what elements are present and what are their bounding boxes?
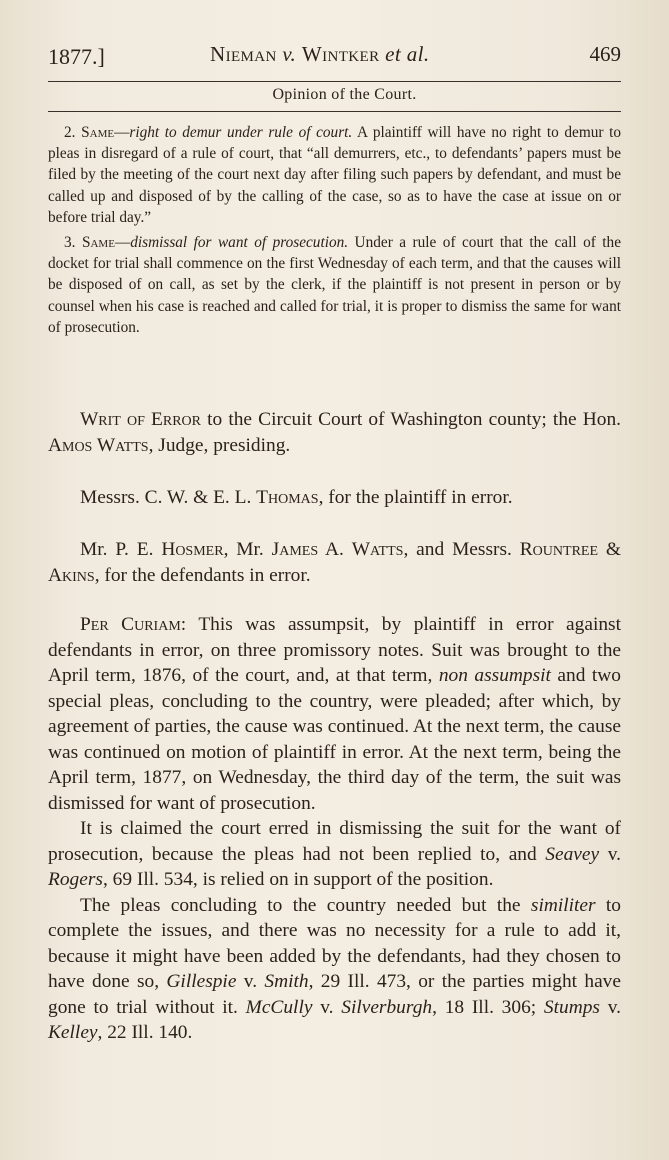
counsel-name: Thomas — [256, 487, 319, 508]
syllabus-dash: — — [114, 124, 130, 141]
opinion-paragraph-2 — [48, 816, 621, 893]
counsel-defendants — [48, 537, 621, 588]
opinion-paragraph-1 — [48, 612, 621, 816]
counsel-name: James — [271, 539, 319, 560]
opinion-text: , 29 Ill. 473, or the parties might have gone to trial without it. — [48, 971, 621, 1018]
opinion-text: to complete the issues, and there was no necessity for a rule to add it, because it might have been added by the defendants, had they chosen to have done so, — [48, 894, 622, 992]
opinion-text: It is claimed the court erred in dismissing the suit for the want of prosecution, because the pleas had not been replied to, and — [48, 818, 621, 865]
writ-paragraph — [48, 407, 621, 458]
party-defendant: Wintker — [301, 42, 380, 66]
header-rule-top — [48, 81, 621, 82]
counsel-defendants-paragraph — [48, 537, 621, 588]
counsel-name: Hosmer — [161, 539, 224, 560]
syllabus-text: Under a rule of court that the call of the docket for trial shall commence on the first Wednesday of each term, and that the causes will be disposed of on call, as set by the clerk, if the plaintiff is not present in person or by counsel when his case is reached and called for trial, it is proper to dismiss the same for want of prosecution. — [48, 234, 621, 336]
writ-text: to the Circuit Court of Washington county; the Hon. — [200, 409, 621, 430]
syllabus-point-2 — [48, 122, 621, 228]
opinion-italic: similiter — [530, 894, 596, 916]
syllabus-number: 3. — [64, 234, 76, 252]
counsel-text-end: , for the plaintiff in error. — [318, 487, 513, 508]
header-case-title — [210, 42, 430, 67]
syllabus-topic: dismissal for want of prosecution. — [130, 234, 349, 252]
counsel-plaintiff-paragraph — [48, 485, 621, 511]
case-name: Kelley — [48, 1022, 98, 1043]
case-name: Stumps — [543, 996, 600, 1018]
judge-name: Amos Watts — [48, 434, 149, 456]
per-curiam: Per Curiam — [80, 614, 181, 635]
case-name: Rogers — [48, 869, 103, 890]
versus: v. — [282, 42, 297, 66]
opinion-text: v. — [236, 971, 265, 992]
counsel-text: Mr. P. E. — [80, 539, 162, 560]
syllabus-head: Same — [81, 124, 115, 141]
syllabus-number: 2. — [64, 124, 76, 141]
opinion-body — [48, 612, 621, 1046]
counsel-name: Akins — [48, 564, 95, 586]
opinion-text: : This was assumpsit, by plaintiff in error against defendants in error, on three promissory notes. Suit was brought to the April term, 1876, of the court, and, at that term, — [48, 614, 621, 686]
counsel-text: , and Messrs. — [403, 539, 520, 560]
counsel-text: Messrs. C. W. & E. L. — [80, 487, 257, 508]
case-name: Smith — [264, 971, 309, 992]
counsel-text: A. — [318, 539, 352, 560]
writ-text-end: , Judge, presiding. — [148, 434, 291, 456]
opinion-text: , 22 Ill. 140. — [97, 1022, 193, 1043]
syllabus — [48, 122, 621, 342]
header-year: 1877.] — [48, 44, 105, 69]
opinion-text: v. — [599, 843, 622, 865]
case-name: Silverburgh — [341, 996, 433, 1018]
case-name: McCully — [245, 996, 313, 1018]
et-al: et al. — [385, 42, 430, 66]
opinion-text: , 69 Ill. 534, is relied on in support of the position. — [102, 869, 494, 890]
counsel-text-end: , for the defendants in error. — [94, 564, 311, 586]
counsel-name: Watts — [351, 539, 404, 560]
opinion-italic: non assumpsit — [438, 665, 551, 686]
writ-label: Writ of Error — [80, 409, 201, 430]
syllabus-head: Same — [81, 234, 115, 252]
counsel-plaintiff — [48, 485, 621, 511]
syllabus-dash: — — [114, 234, 131, 252]
case-name: Seavey — [545, 843, 600, 865]
opinion-text: v. — [312, 996, 342, 1018]
opinion-paragraph-3 — [48, 893, 621, 1046]
syllabus-text: A plaintiff will have no right to demur to pleas in disregard of a rule of court, that “all demurrers, etc., to defendants’ papers must be filed by the meeting of the court next day after filing such papers by defendant, and must be called up and disposed of by the calling of the case, so as to have the case at issue on or before trial day.” — [48, 124, 621, 226]
opinion-text: , 18 Ill. 306; — [432, 996, 544, 1018]
counsel-text: & — [598, 539, 621, 560]
opinion-text: v. — [599, 996, 621, 1018]
opinion-text: and two special pleas, concluding to the country, were pleaded; after which, by agreement of parties, the cause was continued. At the next term, the cause was continued on motion of plaintiff in error. At the next term, being the April term, 1877, on Wednesday, the third day of the term, the suit was dismissed for want of prosecution. — [48, 665, 621, 814]
opinion-text: The pleas concluding to the country needed but the — [80, 894, 531, 916]
syllabus-topic: right to demur under rule of court. — [129, 124, 353, 141]
page-number: 469 — [589, 42, 621, 66]
header-rule-bottom — [48, 111, 621, 112]
party-plaintiff: Nieman — [210, 42, 277, 66]
section-subhead: Opinion of the Court. — [272, 86, 417, 103]
case-name: Gillespie — [166, 971, 237, 992]
syllabus-point-3 — [48, 232, 621, 338]
running-header — [48, 42, 621, 76]
counsel-name: Rountree — [519, 539, 599, 560]
counsel-text: , Mr. — [223, 539, 272, 560]
writ-of-error — [48, 407, 621, 458]
